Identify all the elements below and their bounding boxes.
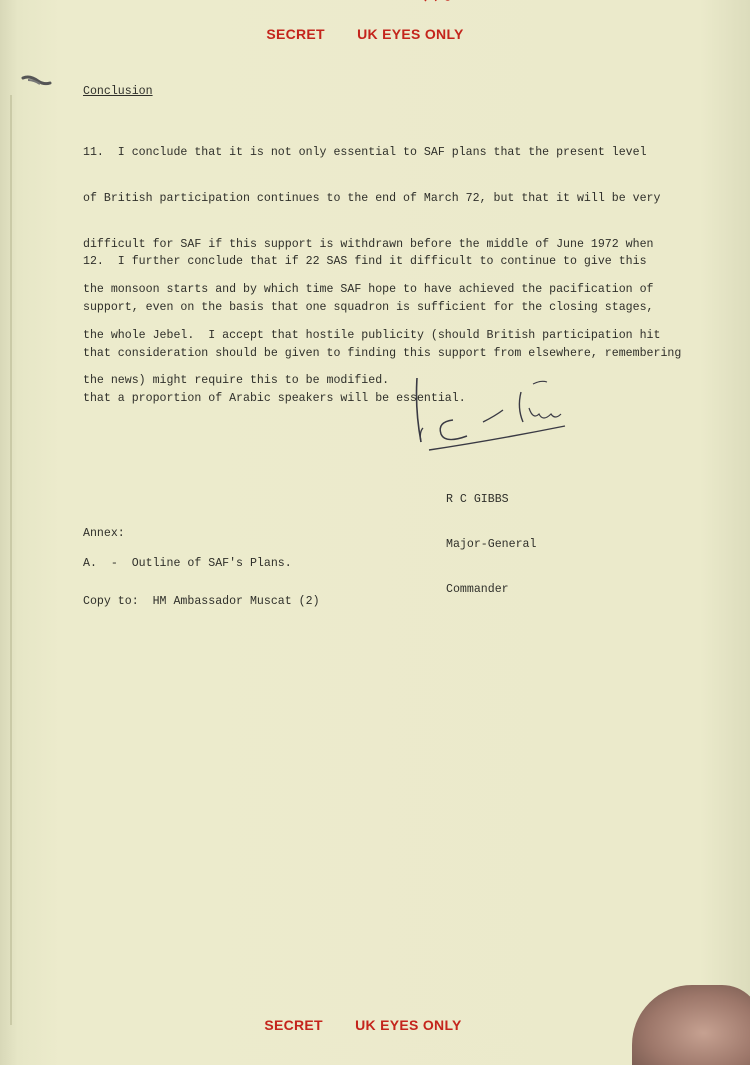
paragraph-12-line: support, even on the basis that one squadron is sufficient for the closing stages, bbox=[83, 301, 654, 315]
paragraph-11-line: the news) might require this to be modified. bbox=[83, 374, 390, 388]
signature-block bbox=[446, 462, 536, 627]
eyes-only-label: UK EYES ONLY bbox=[357, 26, 464, 42]
paragraph-11-line: difficult for SAF if this support is withdrawn before the middle of June 1972 when bbox=[83, 237, 654, 251]
signatory-role: Commander bbox=[446, 583, 509, 596]
signatory-rank: Major-General bbox=[446, 538, 537, 551]
signatory-name: R C GIBBS bbox=[446, 493, 509, 506]
bottom-classification bbox=[0, 1017, 738, 1033]
staple-mark bbox=[20, 72, 52, 90]
paragraph-12-line: that a proportion of Arabic speakers will be essential. bbox=[83, 392, 466, 406]
paragraph-12-line: that consideration should be given to finding this support from elsewhere, remembering bbox=[83, 346, 682, 360]
paragraph-11-line: 11. I conclude that it is not only essential to SAF plans that the present level bbox=[83, 146, 647, 160]
conclusion-heading: Conclusion bbox=[83, 85, 153, 98]
paragraph-11-line: of British participation continues to the end of March 72, but that it will be very bbox=[83, 192, 661, 206]
eyes-only-label: UK EYES ONLY bbox=[355, 1017, 462, 1033]
paragraph-12-line: 12. I further conclude that if 22 SAS find it difficult to continue to give this bbox=[83, 255, 647, 269]
copy-to-line: Copy to: HM Ambassador Muscat (2) bbox=[83, 595, 320, 608]
secret-label: SECRET bbox=[264, 1017, 323, 1033]
top-classification bbox=[0, 26, 740, 42]
paragraph-11-line: the whole Jebel. I accept that hostile publicity (should British participation hit bbox=[83, 328, 661, 342]
secret-label: SECRET bbox=[266, 26, 325, 42]
handwritten-signature bbox=[405, 370, 580, 465]
thumb-photo-artifact bbox=[632, 985, 750, 1065]
annex-item-a: A. - Outline of SAF's Plans. bbox=[83, 557, 292, 570]
margin-shadow bbox=[10, 95, 12, 1025]
top-edge-fragment bbox=[392, 0, 472, 4]
paragraph-12 bbox=[83, 224, 681, 437]
annex-label: Annex: bbox=[83, 527, 125, 540]
paragraph-11-line: the monsoon starts and by which time SAF hope to have achieved the pacification of bbox=[83, 283, 654, 297]
